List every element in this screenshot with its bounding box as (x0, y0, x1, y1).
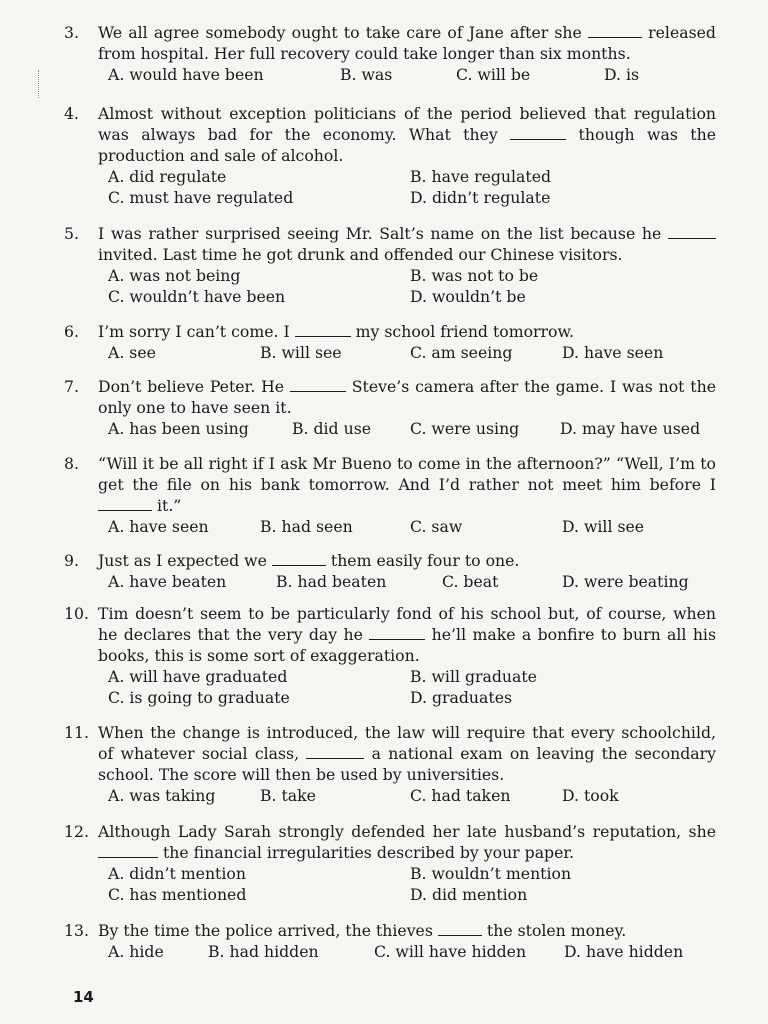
option-b: B. was (340, 65, 393, 84)
answer-options (108, 863, 716, 884)
question-5 (64, 223, 716, 307)
answer-options (108, 286, 716, 307)
question-text-post: them easily four to one. (330, 551, 520, 570)
option-b: B. will graduate (410, 667, 537, 686)
page-number: 14 (73, 988, 94, 1006)
question-text-post: a national exam on leaving the secondary school. The score will then be used by universities. (98, 744, 717, 784)
answer-blank (306, 744, 364, 759)
option-c: C. has mentioned (108, 885, 247, 904)
question-number: 11. (64, 723, 89, 742)
question-text-pre: Tim doesn’t seem to be particularly fond of his school but, of course, when he declares that the very day he (98, 604, 716, 644)
question-text-pre: Don’t believe Peter. He (98, 377, 285, 396)
question-number: 12. (64, 822, 89, 841)
option-b: B. had beaten (276, 572, 387, 591)
question-text-pre: Although Lady Sarah strongly defended her late husband’s reputation, she (98, 822, 716, 841)
question-3 (64, 22, 716, 85)
question-7 (64, 376, 716, 439)
question-number: 5. (64, 224, 79, 243)
answer-options (108, 666, 716, 687)
question-number: 3. (64, 23, 79, 42)
option-b: B. did use (292, 419, 372, 438)
question-9 (64, 550, 716, 592)
question-4 (64, 103, 716, 208)
option-a: A. has been using (108, 419, 249, 438)
question-text (98, 821, 716, 863)
option-a: A. didn’t mention (108, 864, 246, 883)
option-a: A. have beaten (108, 572, 227, 591)
margin-mark (38, 70, 41, 98)
answer-blank (98, 843, 158, 858)
question-10 (64, 603, 716, 708)
answer-blank (510, 125, 566, 140)
question-text-post: invited. Last time he got drunk and offended our Chinese visitors. (98, 245, 623, 264)
option-b: B. had seen (260, 517, 353, 536)
option-c: C. must have regulated (108, 188, 294, 207)
question-text (98, 103, 716, 166)
option-d: D. will see (562, 517, 645, 536)
option-d: D. graduates (410, 688, 513, 707)
option-c: C. is going to graduate (108, 688, 290, 707)
question-text-post: though was the production and sale of alcohol. (98, 125, 716, 165)
answer-blank (295, 322, 351, 337)
question-text-post: released from hospital. Her full recovery could take longer than six months. (98, 23, 716, 63)
question-text (98, 321, 716, 342)
answer-options (108, 187, 716, 208)
option-a: A. would have been (108, 65, 264, 84)
option-a: A. was not being (108, 266, 241, 285)
answer-options (108, 342, 716, 363)
option-c: C. will have hidden (374, 942, 527, 961)
question-12 (64, 821, 716, 905)
question-text (98, 722, 716, 785)
question-number: 4. (64, 104, 79, 123)
option-d: D. is (604, 65, 640, 84)
answer-blank (290, 377, 346, 392)
option-d: D. did mention (410, 885, 528, 904)
option-a: A. see (108, 343, 156, 362)
question-text-post: Steve’s camera after the game. I was not the only one to have seen it. (98, 377, 716, 417)
answer-options (108, 785, 716, 806)
option-b: B. wouldn’t mention (410, 864, 572, 883)
option-c: C. beat (442, 572, 499, 591)
answer-options (108, 64, 716, 85)
answer-blank (98, 496, 152, 511)
option-d: D. were beating (562, 572, 689, 591)
answer-options (108, 418, 716, 439)
question-text-post: the financial irregularities described by your paper. (163, 843, 575, 862)
option-d: D. didn’t regulate (410, 188, 551, 207)
answer-options (108, 941, 716, 962)
question-text (98, 453, 716, 516)
question-text-pre: I was rather surprised seeing Mr. Salt’s name on the list because he (98, 224, 662, 243)
question-text-post: he’ll make a bonfire to burn all his books, this is some sort of exaggeration. (98, 625, 716, 665)
option-c: C. am seeing (410, 343, 513, 362)
question-text (98, 223, 716, 265)
option-d: D. may have used (560, 419, 701, 438)
option-b: B. will see (260, 343, 342, 362)
question-number: 8. (64, 454, 79, 473)
option-d: D. took (562, 786, 619, 805)
question-text (98, 603, 716, 666)
option-a: A. did regulate (108, 167, 227, 186)
answer-blank (668, 224, 716, 239)
question-text-pre: “Will it be all right if I ask Mr Bueno to come in the afternoon?” “Well, I’m to get the file on his bank tomorrow. And I’d rather not meet him before I (98, 454, 716, 494)
question-11 (64, 722, 716, 806)
option-c: C. were using (410, 419, 520, 438)
answer-options (108, 166, 716, 187)
question-text-post: my school friend tomorrow. (355, 322, 575, 341)
question-text-post: the stolen money. (486, 921, 627, 940)
question-text-pre: By the time the police arrived, the thieves (98, 921, 433, 940)
option-d: D. have hidden (564, 942, 684, 961)
answer-options (108, 687, 716, 708)
option-a: A. have seen (108, 517, 209, 536)
question-text-pre: I’m sorry I can’t come. I (98, 322, 290, 341)
answer-options (108, 571, 716, 592)
question-number: 9. (64, 551, 79, 570)
question-number: 13. (64, 921, 89, 940)
question-13 (64, 920, 716, 962)
question-text (98, 22, 716, 64)
question-number: 10. (64, 604, 89, 623)
answer-options (108, 884, 716, 905)
option-b: B. had hidden (208, 942, 319, 961)
question-number: 6. (64, 322, 79, 341)
answer-blank (588, 23, 642, 38)
option-a: A. hide (108, 942, 164, 961)
option-a: A. was taking (108, 786, 216, 805)
answer-blank (438, 921, 482, 936)
option-d: D. have seen (562, 343, 664, 362)
option-d: D. wouldn’t be (410, 287, 526, 306)
answer-options (108, 516, 716, 537)
option-c: C. had taken (410, 786, 511, 805)
question-text-pre: Just as I expected we (98, 551, 267, 570)
question-text (98, 550, 716, 571)
option-b: B. was not to be (410, 266, 539, 285)
question-6 (64, 321, 716, 363)
answer-blank (369, 625, 425, 640)
option-b: B. have regulated (410, 167, 552, 186)
answer-blank (272, 551, 326, 566)
question-text-post: it.” (157, 496, 182, 515)
question-text-pre: We all agree somebody ought to take care of Jane after she (98, 23, 582, 42)
question-8 (64, 453, 716, 537)
option-c: C. wouldn’t have been (108, 287, 286, 306)
question-text (98, 376, 716, 418)
option-b: B. take (260, 786, 316, 805)
answer-options (108, 265, 716, 286)
option-a: A. will have graduated (108, 667, 288, 686)
question-text-pre: Almost without exception politicians of the period believed that regulation was always bad for the economy. What they (98, 104, 716, 144)
question-text-pre: When the change is introduced, the law will require that every schoolchild, of whatever social class, (98, 723, 716, 763)
option-c: C. will be (456, 65, 531, 84)
question-number: 7. (64, 377, 79, 396)
question-text (98, 920, 716, 941)
option-c: C. saw (410, 517, 463, 536)
